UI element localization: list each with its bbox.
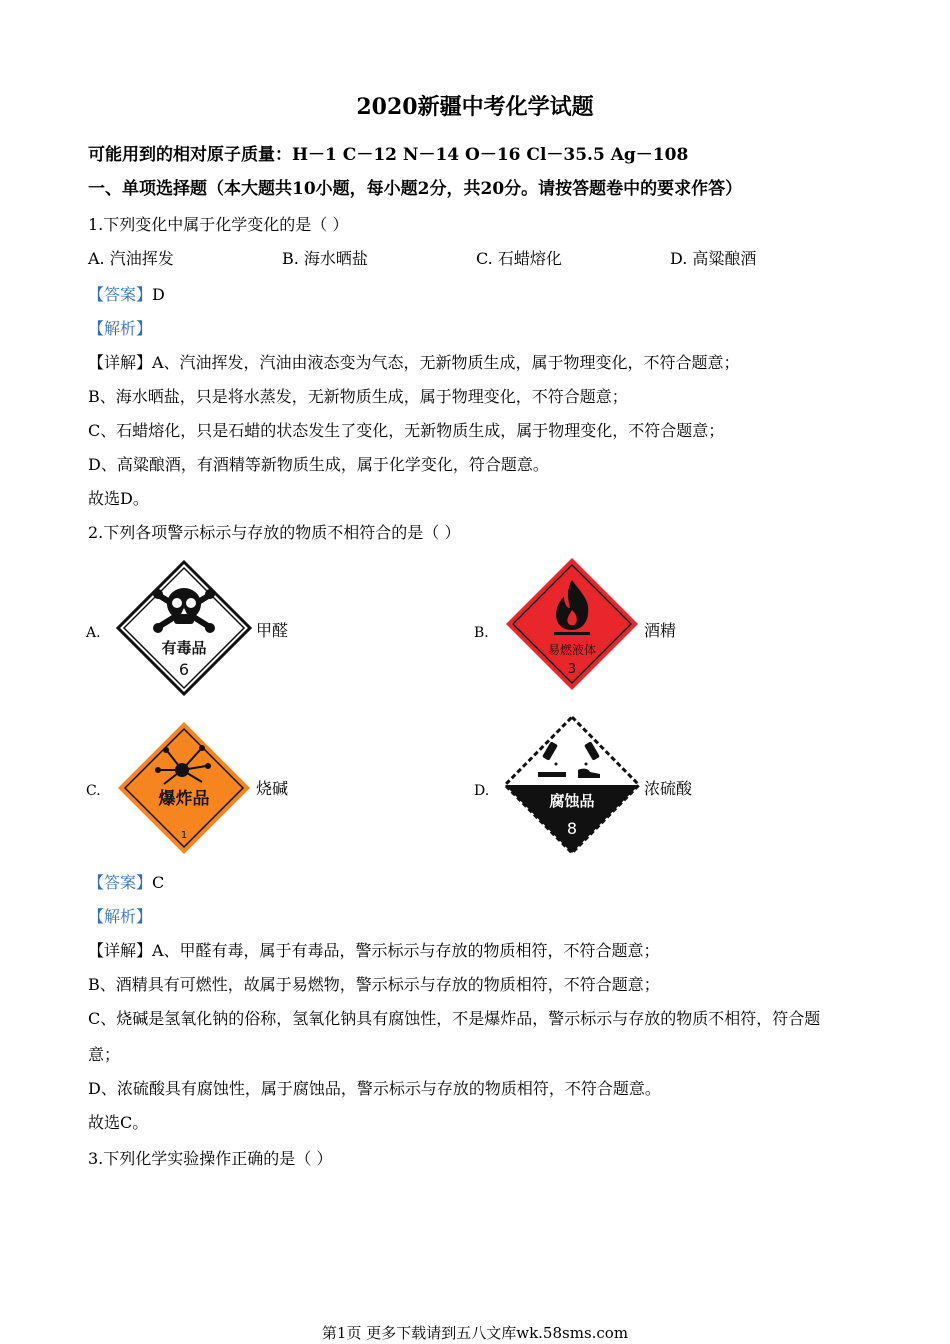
q2-option-b-substance: 酒精 — [644, 621, 677, 640]
toxic-warning-sign — [116, 560, 252, 696]
q1-detail-line: 【详解】A、汽油挥发，汽油由液态变为气态，无新物质生成，属于物理变化，不符合题意； — [88, 353, 740, 372]
answer-label: 【答案】 — [88, 285, 153, 304]
q1-option-b: B. 海水晒盐 — [282, 249, 368, 268]
q2-detail-line: B、酒精具有可燃性，故属于易燃物，警示标示与存放的物质相符，不符合题意； — [88, 975, 660, 994]
q1-option-c: C. 石蜡熔化 — [476, 249, 562, 268]
flammable-liquid-sign — [504, 556, 640, 692]
sign-d-text: 腐蚀品 — [549, 792, 595, 810]
q2-detail-line: D、浓硫酸具有腐蚀性，属于腐蚀品，警示标示与存放的物质相符，不符合题意。 — [88, 1079, 661, 1098]
page-title: 2020新疆中考化学试题 — [356, 94, 594, 120]
section-heading: 一、单项选择题（本大题共10小题，每小题2分，共20分。请按答题卷中的要求作答） — [88, 179, 743, 199]
q2-option-a-substance: 甲醛 — [256, 621, 289, 640]
q2-detail-line: 故选C。 — [88, 1113, 149, 1132]
answer-value: D — [152, 285, 165, 304]
q1-option-d: D. 高粱酿酒 — [670, 249, 757, 268]
q1-analysis-label: 【解析】 — [88, 319, 153, 338]
corrosive-sign — [502, 714, 642, 856]
sign-c-text: 爆炸品 — [158, 789, 210, 809]
sign-a-text: 有毒品 — [161, 639, 207, 657]
q2-option-d-substance: 浓硫酸 — [644, 779, 693, 798]
q2-analysis-label: 【解析】 — [88, 907, 153, 926]
answer-value: C — [152, 873, 165, 892]
q2-option-c-substance: 烧碱 — [256, 779, 289, 798]
q1-detail-line: C、石蜡熔化，只是石蜡的状态发生了变化，无新物质生成，属于物理变化，不符合题意； — [88, 421, 725, 440]
q2-detail-line: C、烧碱是氢氧化钠的俗称，氢氧化钠具有腐蚀性，不是爆炸品，警示标示与存放的物质不相符，符合题 — [88, 1009, 821, 1028]
q2-detail-line: 意； — [88, 1045, 121, 1064]
sign-a-number: 6 — [178, 660, 190, 679]
question-3-stem: 3.下列化学实验操作正确的是（ ） — [88, 1149, 333, 1168]
page-footer: 第1页 更多下载请到五八文库wk.58sms.com — [321, 1324, 629, 1342]
sign-c-number: 1 — [180, 830, 188, 841]
q2-option-a-letter: A. — [86, 625, 101, 641]
q1-detail-line: D、高粱酿酒，有酒精等新物质生成，属于化学变化，符合题意。 — [88, 455, 549, 474]
q2-detail-line: 【详解】A、甲醛有毒，属于有毒品，警示标示与存放的物质相符，不符合题意； — [88, 941, 660, 960]
sign-d-number: 8 — [566, 819, 578, 838]
q2-option-b-letter: B. — [474, 625, 489, 641]
question-1-stem: 1.下列变化中属于化学变化的是（ ） — [88, 215, 349, 234]
answer-label: 【答案】 — [88, 873, 153, 892]
q1-detail-line: 故选D。 — [88, 489, 149, 508]
sign-b-number: 3 — [567, 662, 577, 677]
q1-option-a: A. 汽油挥发 — [88, 249, 174, 268]
q2-answer — [88, 872, 164, 894]
q2-option-c-letter: C. — [86, 783, 101, 799]
q1-answer — [88, 284, 165, 306]
question-2-stem: 2.下列各项警示标示与存放的物质不相符合的是（ ） — [88, 523, 461, 542]
atomic-mass-line: 可能用到的相对原子质量：H－1 C－12 N－14 O－16 Cl－35.5 Ag－108 — [88, 145, 689, 165]
q2-option-d-letter: D. — [474, 783, 490, 799]
sign-b-text: 易燃液体 — [547, 643, 597, 657]
q1-detail-line: B、海水晒盐，只是将水蒸发，无新物质生成，属于物理变化，不符合题意； — [88, 387, 628, 406]
explosive-sign — [116, 720, 252, 856]
